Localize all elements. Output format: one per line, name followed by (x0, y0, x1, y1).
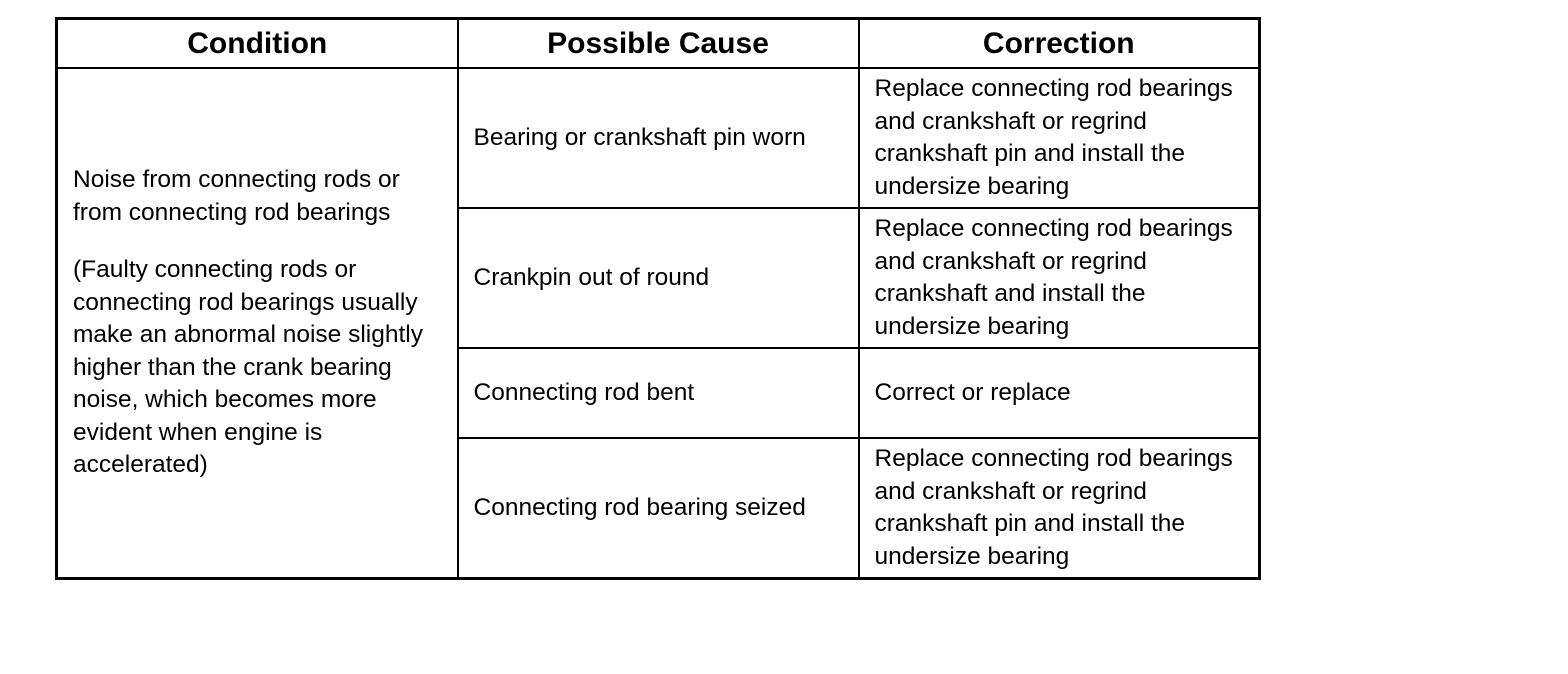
correction-cell: Replace connecting rod bearings and crankshaft or regrind crankshaft and install the undersize bearing (859, 208, 1260, 348)
header-possible-cause: Possible Cause (458, 19, 859, 69)
header-row (57, 19, 1260, 69)
troubleshooting-table (55, 17, 1261, 580)
condition-text: Noise from connecting rods or from connecting rod bearings (73, 166, 400, 226)
header-condition: Condition (57, 19, 458, 69)
cause-cell: Connecting rod bent (458, 348, 859, 438)
correction-cell: Correct or replace (859, 348, 1260, 438)
cause-cell: Crankpin out of round (458, 208, 859, 348)
cause-cell: Bearing or crankshaft pin worn (458, 68, 859, 208)
troubleshooting-sheet (55, 17, 1261, 580)
correction-cell: Replace connecting rod bearings and crankshaft or regrind crankshaft pin and install the undersize bearing (859, 438, 1260, 579)
correction-cell: Replace connecting rod bearings and crankshaft or regrind crankshaft pin and install the undersize bearing (859, 68, 1260, 208)
table-row (57, 68, 1260, 208)
condition-note: (Faulty connecting rods or connecting rod bearings usually make an abnormal noise slightly higher than the crank bearing noise, which becomes more evident when engine is accelerated) (73, 256, 423, 479)
cause-cell: Connecting rod bearing seized (458, 438, 859, 579)
condition-cell (57, 68, 458, 579)
header-correction: Correction (859, 19, 1260, 69)
